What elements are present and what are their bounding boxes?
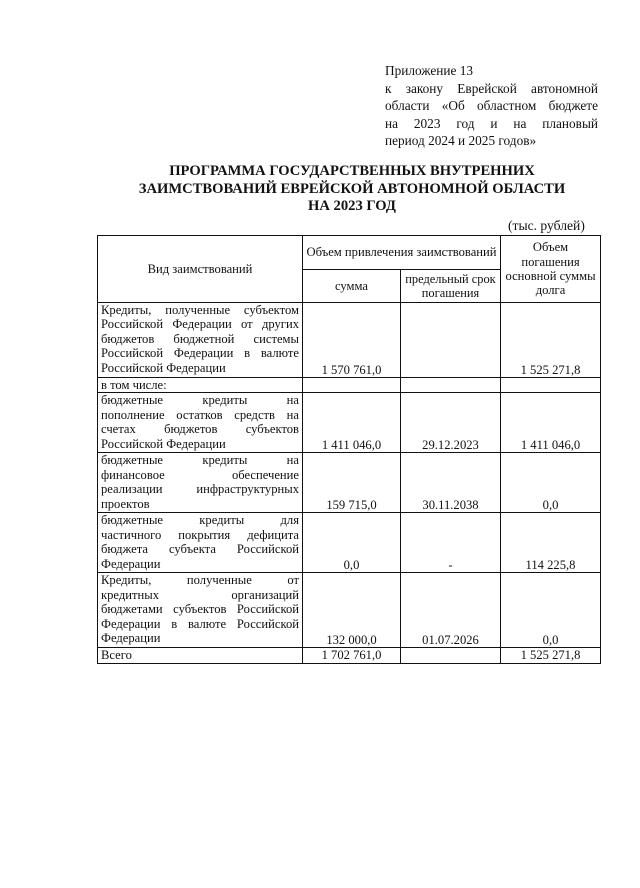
row-name: бюджетные кредиты на пополнение остатков средств на счетах бюджетов субъектов Российской Федерации: [98, 393, 303, 453]
header-repayment-volume: Объем погашения основной суммы долга: [501, 236, 601, 303]
row-deadline: 29.12.2023: [401, 393, 501, 453]
row-name: бюджетные кредиты для частичного покрытия дефицита бюджета субъекта Российской Федерации: [98, 513, 303, 573]
table-row: [98, 513, 601, 573]
document-title: [60, 163, 640, 216]
header-borrowing-type: Вид заимствований: [98, 236, 303, 303]
table-row: [98, 378, 601, 393]
title-line: НА 2023 ГОД: [308, 198, 396, 214]
appendix-line: области «Об областном бюджете: [385, 98, 598, 114]
row-sum: 132 000,0: [303, 573, 401, 648]
appendix-line: Приложение 13: [385, 63, 473, 78]
row-sum: 1 411 046,0: [303, 393, 401, 453]
row-deadline: 01.07.2026: [401, 573, 501, 648]
header-sum: сумма: [303, 270, 401, 303]
row-sum: 159 715,0: [303, 453, 401, 513]
table-row: [98, 573, 601, 648]
row-sum: 1 702 761,0: [303, 648, 401, 663]
row-deadline: -: [401, 513, 501, 573]
row-name: Всего: [98, 648, 303, 663]
row-repayment: 1 525 271,8: [501, 303, 601, 378]
borrowing-table: [97, 235, 601, 664]
row-deadline: [401, 303, 501, 378]
title-line: ЗАИМСТВОВАНИЙ ЕВРЕЙСКОЙ АВТОНОМНОЙ ОБЛАСТИ: [138, 180, 566, 197]
row-deadline: [401, 648, 501, 663]
row-repayment: 1 525 271,8: [501, 648, 601, 663]
table-row-total: [98, 648, 601, 663]
row-name: бюджетные кредиты на финансовое обеспечение реализации инфраструктурных проектов: [98, 453, 303, 513]
title-line: ПРОГРАММА ГОСУДАРСТВЕННЫХ ВНУТРЕННИХ: [169, 163, 535, 179]
appendix-note: [385, 62, 598, 150]
units-label: (тыс. рублей): [508, 218, 585, 233]
table-row: [98, 303, 601, 378]
row-deadline: 30.11.2038: [401, 453, 501, 513]
appendix-line: к закону Еврейской автономной: [385, 80, 598, 96]
row-name: в том числе:: [98, 378, 303, 393]
row-repayment: 114 225,8: [501, 513, 601, 573]
appendix-line: на 2023 год и на плановый: [385, 115, 598, 131]
row-repayment: 0,0: [501, 453, 601, 513]
header-attraction-volume: Объем привлечения заимствований: [303, 236, 501, 270]
appendix-line: период 2024 и 2025 годов»: [385, 133, 537, 149]
row-sum: 1 570 761,0: [303, 303, 401, 378]
row-name: Кредиты, полученные от кредитных организаций бюджетами субъектов Российской Федерации в валюте Российской Федерации: [98, 573, 303, 648]
row-name: Кредиты, полученные субъектом Российской Федерации от других бюджетов бюджетной системы Российской Федерации в валюте Российской Федерации: [98, 303, 303, 378]
table-row: [98, 453, 601, 513]
row-repayment: 0,0: [501, 573, 601, 648]
header-deadline: предельный срок погашения: [401, 270, 501, 303]
row-sum: 0,0: [303, 513, 401, 573]
table-row: [98, 393, 601, 453]
row-repayment: 1 411 046,0: [501, 393, 601, 453]
